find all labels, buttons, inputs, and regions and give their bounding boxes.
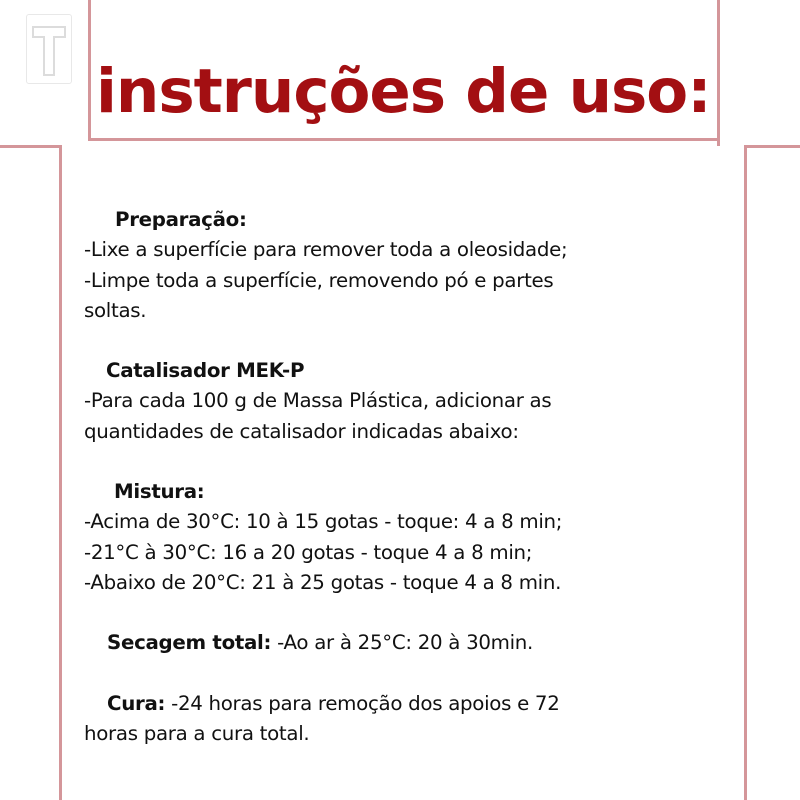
section-line: -Para cada 100 g de Massa Plástica, adicionar as bbox=[84, 389, 552, 413]
section-line: -Abaixo de 20°C: 21 à 25 gotas - toque 4 a 8 min. bbox=[84, 570, 562, 594]
section-inline-text: -Ao ar à 25°C: 20 à 30min. bbox=[271, 631, 534, 655]
section-heading: Catalisador MEK-P bbox=[106, 359, 305, 383]
section-mistura bbox=[84, 477, 734, 598]
frame-title-left bbox=[88, 0, 91, 140]
section-heading: Secagem total: bbox=[107, 631, 272, 655]
section-line: -Acima de 30°C: 10 à 15 gotas - toque: 4 a 8 min; bbox=[84, 510, 563, 534]
frame-right-top bbox=[744, 145, 800, 148]
section-cura bbox=[84, 689, 734, 750]
section-line: -Lixe a superfície para remover toda a oleosidade; bbox=[84, 238, 568, 262]
frame-left-side bbox=[59, 145, 62, 800]
section-preparacao bbox=[84, 205, 734, 326]
section-line: -21°C à 30°C: 16 a 20 gotas - toque 4 a 8 min; bbox=[84, 540, 533, 564]
section-line: soltas. bbox=[84, 298, 147, 322]
section-catalisador bbox=[84, 356, 734, 447]
section-heading: Mistura: bbox=[114, 480, 205, 504]
section-heading: Cura: bbox=[107, 691, 166, 715]
instructions-content bbox=[84, 205, 734, 779]
section-inline-text: -24 horas para remoção dos apoios e 72 bbox=[165, 691, 560, 715]
section-line: -Limpe toda a superfície, removendo pó e partes bbox=[84, 268, 554, 292]
letter-t-logo-icon bbox=[26, 14, 72, 84]
frame-title-bottom bbox=[88, 138, 720, 141]
page-title: instruções de uso: bbox=[96, 56, 711, 127]
section-heading: Preparação: bbox=[115, 208, 247, 231]
section-secagem bbox=[84, 628, 734, 658]
section-line: quantidades de catalisador indicadas abaixo: bbox=[84, 419, 519, 443]
frame-right-side bbox=[744, 145, 747, 800]
section-line-inline bbox=[84, 689, 734, 719]
frame-left-top bbox=[0, 145, 62, 148]
section-line-inline bbox=[84, 628, 734, 658]
section-line: horas para a cura total. bbox=[84, 721, 310, 745]
